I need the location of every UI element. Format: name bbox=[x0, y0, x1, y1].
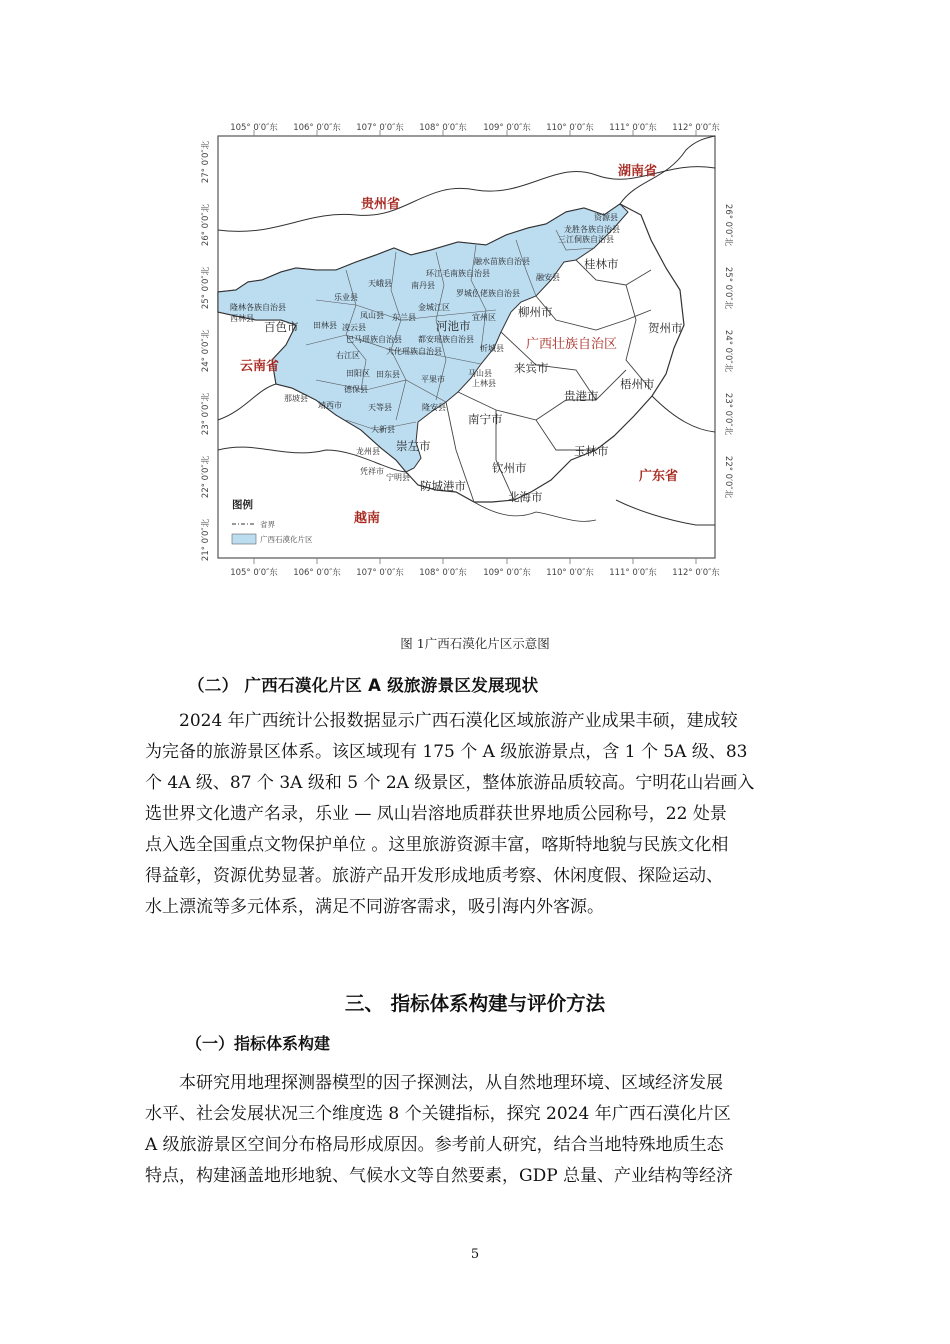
city-hechi: 河池市 bbox=[436, 319, 471, 333]
lon-label: 108° 0′0″东 bbox=[419, 568, 467, 578]
section-heading-2: （二） 广西石漠化片区 A 级旅游景区发展现状 bbox=[188, 676, 539, 695]
lon-label: 112° 0′0″东 bbox=[672, 123, 720, 133]
county-label: 田阳区 bbox=[346, 369, 370, 378]
city-liuzhou: 柳州市 bbox=[518, 305, 553, 319]
lon-label: 111° 0′0″东 bbox=[609, 568, 657, 578]
paragraph-line: 选世界文化遗产名录，乐业 — 凤山岩溶地质群获世界地质公园称号，22 处景 bbox=[145, 804, 727, 824]
county-label: 靖西市 bbox=[318, 401, 342, 410]
lat-label: 27° 0′0″北 bbox=[201, 140, 211, 184]
city-yulin: 玉林市 bbox=[574, 444, 609, 458]
paragraph-line: 2024 年广西统计公报数据显示广西石漠化区域旅游产业成果丰硕，建成较 bbox=[179, 711, 738, 731]
lon-label: 106° 0′0″东 bbox=[293, 568, 341, 578]
county-label: 凌云县 bbox=[342, 323, 366, 332]
lat-label: 26° 0′0″北 bbox=[201, 203, 211, 247]
city-nanning: 南宁市 bbox=[468, 412, 503, 426]
county-label: 大化瑶族自治县 bbox=[386, 347, 442, 356]
legend-area-swatch bbox=[232, 534, 256, 544]
neighbor-hunan: 湖南省 bbox=[618, 164, 658, 179]
county-label: 金城江区 bbox=[418, 303, 450, 312]
city-chongzuo: 崇左市 bbox=[396, 439, 431, 453]
county-label: 天峨县 bbox=[368, 279, 392, 288]
county-label: 南丹县 bbox=[411, 281, 435, 290]
lon-label: 105° 0′0″东 bbox=[230, 123, 278, 133]
legend-area-label: 广西石漠化片区 bbox=[260, 535, 313, 544]
county-label: 马山县 bbox=[468, 369, 492, 378]
lon-label: 105° 0′0″东 bbox=[230, 568, 278, 578]
county-label: 巴马瑶族自治县 bbox=[346, 335, 402, 344]
county-label: 凭祥市 bbox=[360, 467, 384, 476]
county-label: 右江区 bbox=[336, 351, 360, 360]
legend-border-label: 省界 bbox=[260, 520, 275, 529]
subsection-heading: （一）指标体系构建 bbox=[186, 1034, 331, 1053]
county-label: 那坡县 bbox=[284, 394, 308, 403]
county-label: 三江侗族自治县 bbox=[558, 235, 614, 244]
county-label: 罗城仫佬族自治县 bbox=[456, 289, 520, 298]
lat-label: 24° 0′0″北 bbox=[723, 329, 733, 373]
county-label: 天等县 bbox=[368, 403, 392, 412]
paragraph-line: 本研究用地理探测器模型的因子探测法，从自然地理环境、区域经济发展 bbox=[179, 1073, 723, 1093]
county-label: 融水苗族自治县 bbox=[474, 257, 530, 266]
county-label: 龙州县 bbox=[356, 447, 380, 456]
lat-label: 23° 0′0″北 bbox=[201, 392, 211, 436]
lon-label: 109° 0′0″东 bbox=[483, 568, 531, 578]
county-label: 环江毛南族自治县 bbox=[426, 269, 490, 278]
city-hezhou: 贺州市 bbox=[648, 321, 683, 335]
county-label: 宁明县 bbox=[386, 473, 410, 482]
lon-label: 112° 0′0″东 bbox=[672, 568, 720, 578]
lon-label: 109° 0′0″东 bbox=[483, 123, 531, 133]
neighbor-vietnam: 越南 bbox=[354, 511, 381, 526]
county-label: 平果市 bbox=[421, 375, 445, 384]
county-label: 隆林各族自治县 bbox=[230, 303, 286, 312]
paragraph-indicator-system bbox=[145, 1068, 810, 1192]
paragraph-tourism-status bbox=[145, 706, 810, 923]
lat-label: 25° 0′0″北 bbox=[201, 266, 211, 310]
city-fangchenggang: 防城港市 bbox=[420, 479, 466, 493]
paragraph-line: 特点，构建涵盖地形地貌、气候水文等自然要素，GDP 总量、产业结构等经济 bbox=[145, 1166, 734, 1186]
figure-map bbox=[196, 120, 741, 582]
lon-label: 108° 0′0″东 bbox=[419, 123, 467, 133]
county-label: 融安县 bbox=[536, 273, 560, 282]
city-guigang: 贵港市 bbox=[564, 389, 599, 403]
legend-title: 图例 bbox=[232, 499, 253, 511]
county-label: 凤山县 bbox=[360, 311, 384, 320]
city-guilin: 桂林市 bbox=[584, 257, 619, 271]
lat-label: 26° 0′0″北 bbox=[723, 203, 733, 247]
figure-caption: 图 1广西石漠化片区示意图 bbox=[400, 636, 550, 651]
county-label: 西林县 bbox=[230, 314, 254, 323]
neighbor-yunnan: 云南省 bbox=[240, 359, 280, 374]
lon-label: 107° 0′0″东 bbox=[356, 568, 404, 578]
lon-label: 110° 0′0″东 bbox=[546, 568, 594, 578]
county-label: 田东县 bbox=[376, 370, 400, 379]
neighbor-guizhou: 贵州省 bbox=[361, 197, 401, 212]
county-label: 资源县 bbox=[594, 213, 618, 222]
lon-label: 110° 0′0″东 bbox=[546, 123, 594, 133]
paragraph-line: 个 4A 级、87 个 3A 级和 5 个 2A 级景区，整体旅游品质较高。宁明花山岩画入 bbox=[145, 773, 755, 793]
county-label: 都安瑶族自治县 bbox=[418, 335, 474, 344]
city-baise: 百色市 bbox=[264, 320, 299, 334]
paragraph-line: 为完备的旅游景区体系。该区域现有 175 个 A 级旅游景点，含 1 个 5A 级、83 bbox=[145, 742, 748, 762]
county-label: 隆安县 bbox=[422, 403, 446, 412]
county-label: 田林县 bbox=[313, 321, 337, 330]
county-label: 乐业县 bbox=[334, 293, 358, 302]
region-label: 广西壮族自治区 bbox=[526, 337, 618, 352]
lat-label: 24° 0′0″北 bbox=[201, 329, 211, 373]
county-label: 德保县 bbox=[344, 385, 368, 394]
paragraph-line: 点入选全国重点文物保护单位 。这里旅游资源丰富，喀斯特地貌与民族文化相 bbox=[145, 835, 729, 855]
city-laibin: 来宾市 bbox=[514, 361, 549, 375]
county-label: 忻城县 bbox=[480, 344, 504, 353]
page-number: 5 bbox=[470, 1247, 480, 1262]
lat-label: 21° 0′0″北 bbox=[201, 518, 211, 562]
county-label: 龙胜各族自治县 bbox=[564, 225, 620, 234]
city-qinzhou: 钦州市 bbox=[492, 461, 527, 475]
lon-label: 111° 0′0″东 bbox=[609, 123, 657, 133]
lat-label: 25° 0′0″北 bbox=[723, 266, 733, 310]
city-beihai: 北海市 bbox=[508, 490, 543, 504]
lat-label: 23° 0′0″北 bbox=[723, 392, 733, 436]
paragraph-line: 得益彰，资源优势显著。旅游产品开发形成地质考察、休闲度假、探险运动、 bbox=[145, 866, 723, 886]
paragraph-line: 水平、社会发展状况三个维度选 8 个关键指标，探究 2024 年广西石漠化片区 bbox=[145, 1104, 731, 1124]
neighbor-guangdong: 广东省 bbox=[639, 469, 679, 484]
county-label: 上林县 bbox=[472, 379, 496, 388]
county-label: 宜州区 bbox=[472, 313, 496, 322]
county-label: 东兰县 bbox=[392, 313, 416, 322]
section-heading-3: 三、 指标体系构建与评价方法 bbox=[344, 992, 606, 1015]
city-wuzhou: 梧州市 bbox=[620, 377, 655, 391]
lon-label: 107° 0′0″东 bbox=[356, 123, 404, 133]
lat-label: 22° 0′0″北 bbox=[201, 455, 211, 499]
paragraph-line: 水上漂流等多元体系，满足不同游客需求，吸引海内外客源。 bbox=[145, 897, 604, 917]
county-label: 大新县 bbox=[371, 425, 395, 434]
lat-label: 22° 0′0″北 bbox=[723, 455, 733, 499]
paragraph-line: A 级旅游景区空间分布格局形成原因。参考前人研究，结合当地特殊地质生态 bbox=[145, 1135, 724, 1155]
lon-label: 106° 0′0″东 bbox=[293, 123, 341, 133]
